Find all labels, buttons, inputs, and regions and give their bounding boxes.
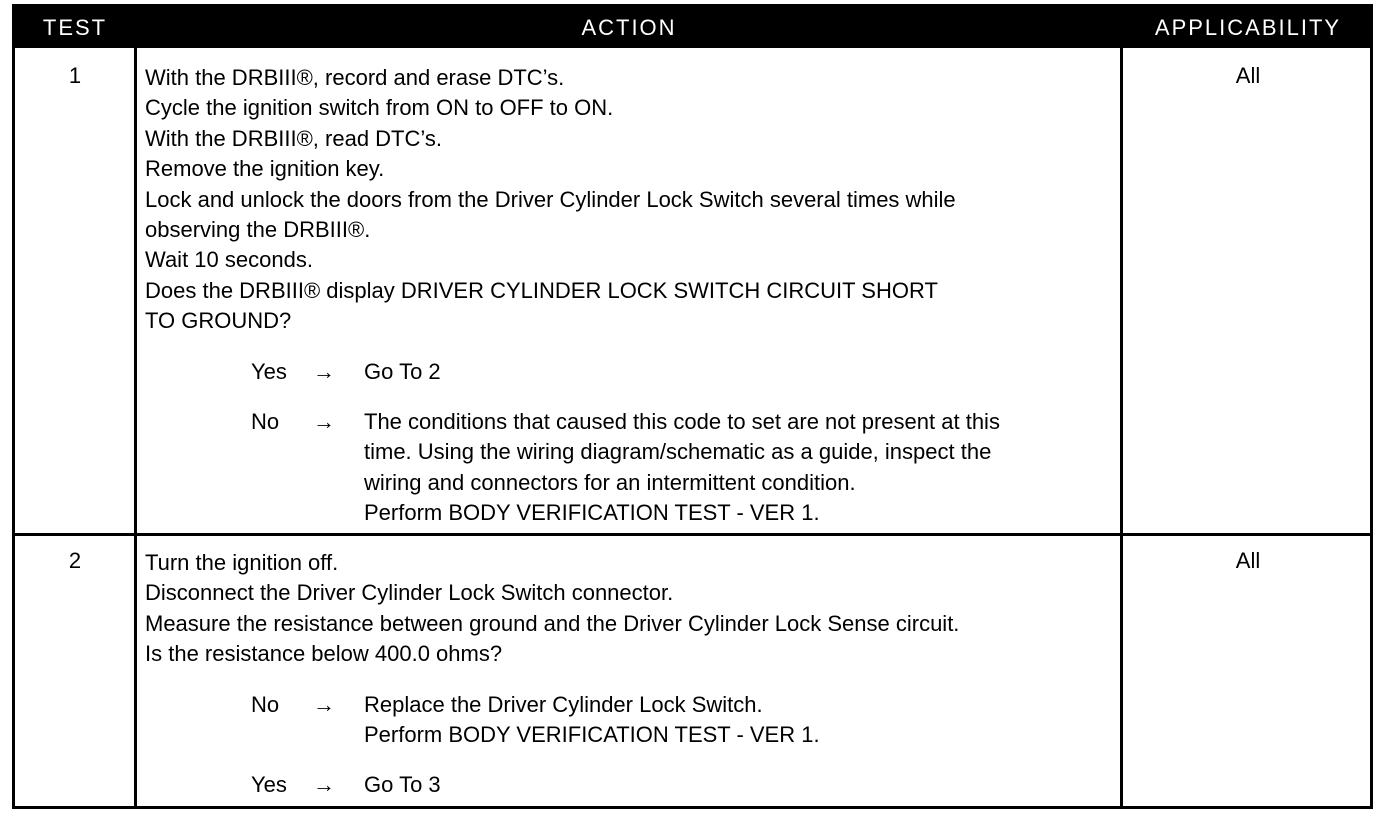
action-cell [145,548,1120,801]
outcome-answer: Yes [251,772,287,798]
applicability-value: All [1235,548,1261,573]
table-row [15,51,1370,533]
header-test: TEST [42,15,108,40]
test-number: 2 [68,548,82,573]
header-action: ACTION [581,15,677,40]
outcome-answer: No [251,691,280,717]
arrow-right-icon: → [313,409,335,435]
result-line: The conditions that caused this code to set are not present at this [364,409,1000,435]
arrow-right-icon: → [313,358,335,384]
result-line: wiring and connectors for an intermittent condition. [364,469,856,495]
diagnostic-test-table [12,4,1373,809]
result-line: Perform BODY VERIFICATION TEST - VER 1. [364,722,820,748]
action-step: Does the DRBIII® display DRIVER CYLINDER LOCK SWITCH CIRCUIT SHORT [145,277,938,303]
outcome-answer: Yes [251,358,287,384]
outcome-yes [145,770,1120,800]
test-number: 1 [68,63,82,88]
action-step: Disconnect the Driver Cylinder Lock Switch connector. [145,580,674,606]
header-applicability: APPLICABILITY [1154,15,1342,40]
outcome-no [145,690,1120,751]
result-line: Go To 2 [364,358,441,384]
table-row [15,536,1370,806]
action-cell [145,63,1120,529]
applicability-value: All [1235,63,1261,88]
outcome-no [145,407,1120,529]
action-step: Measure the resistance between ground and the Driver Cylinder Lock Sense circuit. [145,610,960,636]
result-line: Perform BODY VERIFICATION TEST - VER 1. [364,500,820,526]
action-step: With the DRBIII®, read DTC’s. [145,125,442,151]
action-step: Remove the ignition key. [145,156,385,182]
action-step: Is the resistance below 400.0 ohms? [145,641,503,667]
outcome-result [364,407,1120,529]
action-step: TO GROUND? [145,308,292,334]
outcome-result [364,690,1120,751]
result-line: time. Using the wiring diagram/schematic as a guide, inspect the [364,439,992,465]
action-step: observing the DRBIII®. [145,217,371,243]
outcome-answer: No [251,409,280,435]
table-header [15,7,1370,48]
action-step: Wait 10 seconds. [145,247,313,273]
outcome-result [364,357,1120,387]
outcome-yes [145,357,1120,387]
arrow-right-icon: → [313,772,335,798]
outcome-result [364,770,1120,800]
action-step: With the DRBIII®, record and erase DTC’s. [145,65,565,90]
result-line: Replace the Driver Cylinder Lock Switch. [364,691,763,717]
action-step: Turn the ignition off. [145,550,339,575]
result-line: Go To 3 [364,772,441,798]
action-step: Cycle the ignition switch from ON to OFF to ON. [145,95,614,121]
arrow-right-icon: → [313,691,335,717]
action-step: Lock and unlock the doors from the Driver Cylinder Lock Switch several times while [145,186,956,212]
